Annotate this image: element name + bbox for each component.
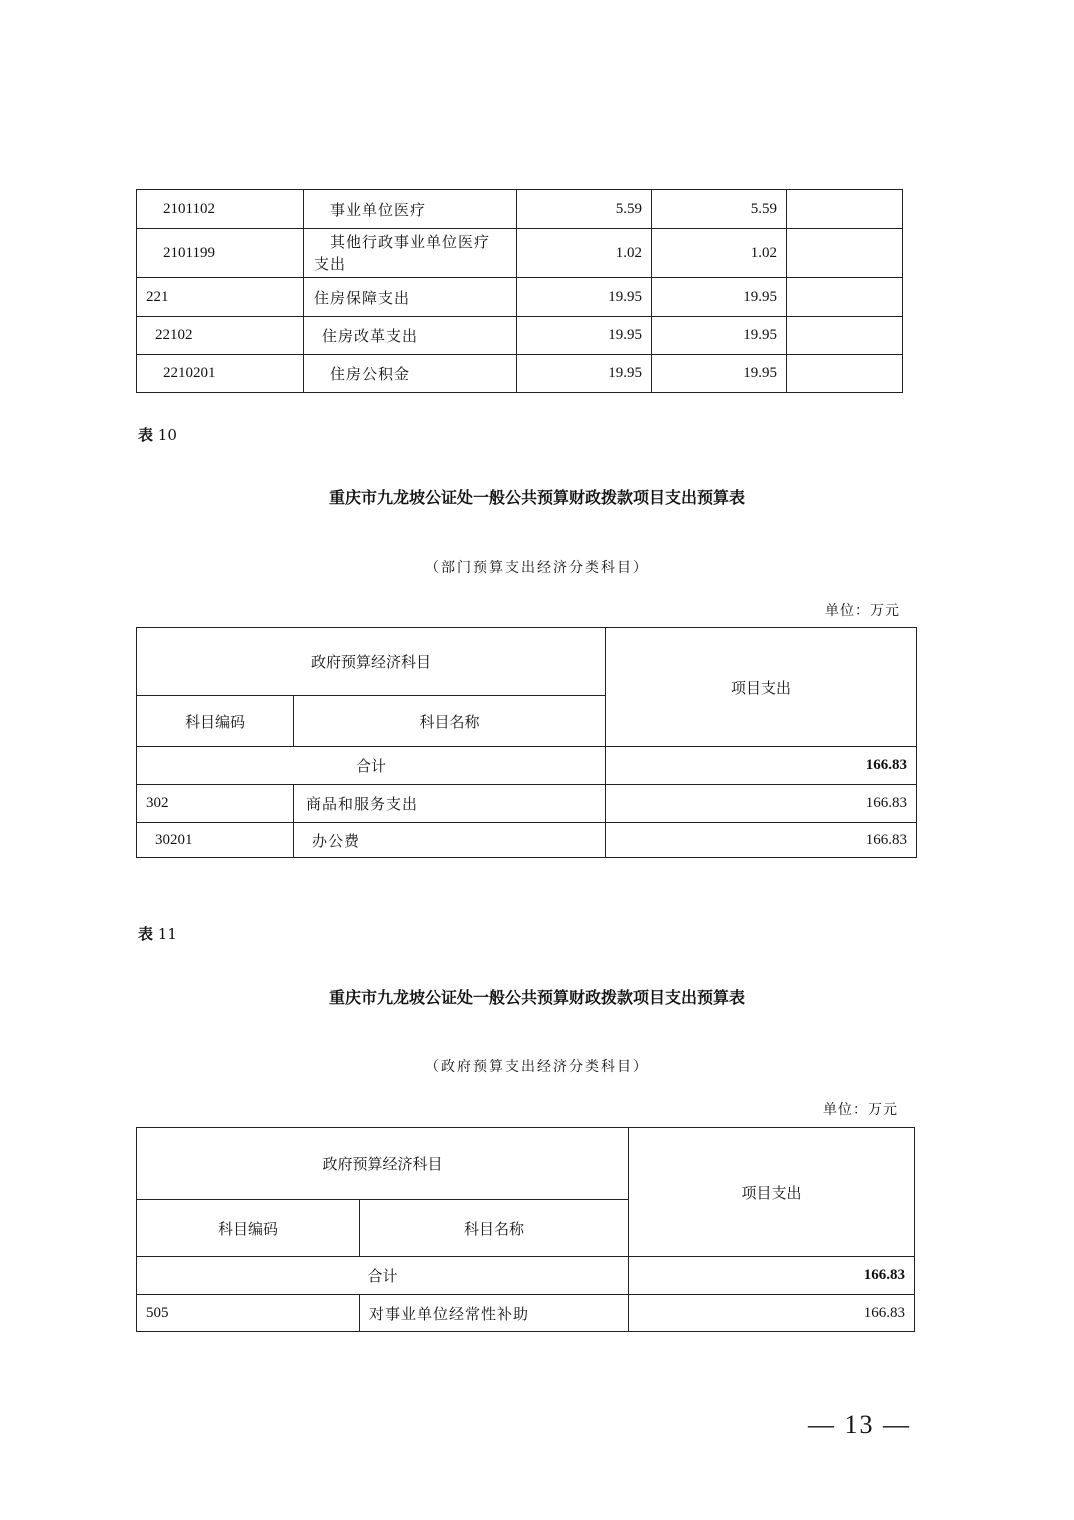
subject-name: 办公费 — [294, 823, 606, 858]
subject-name: 住房保障支出 — [304, 278, 517, 317]
header-code-cell: 科目编码 — [137, 696, 294, 747]
subject-code: 30201 — [137, 823, 294, 858]
total-value: 166.83 — [629, 1257, 915, 1295]
table-row — [137, 785, 917, 823]
total-label: 合计 — [137, 747, 606, 785]
empty-cell — [787, 190, 903, 229]
table-row — [137, 1295, 915, 1332]
total-row — [137, 1257, 915, 1295]
value-cell: 166.83 — [606, 785, 917, 823]
subject-name-line: 支出 — [314, 255, 347, 273]
table-row — [137, 823, 917, 858]
top-budget-table — [136, 189, 903, 393]
empty-cell — [787, 355, 903, 393]
header-name-cell: 科目名称 — [360, 1200, 629, 1257]
table-row — [137, 229, 903, 278]
header-row — [137, 1128, 915, 1200]
header-value-cell: 项目支出 — [629, 1128, 915, 1257]
table-subtitle: （部门预算支出经济分类科目） — [425, 560, 649, 576]
table-title: 重庆市九龙坡公证处一般公共预算财政拨款项目支出预算表 — [328, 988, 745, 1007]
subject-name-line: 其他行政事业单位医疗 — [330, 233, 491, 251]
value-cell: 19.95 — [517, 278, 652, 317]
page-number: — 13 — — [808, 1410, 911, 1439]
unit-label: 单位：万元 — [823, 1102, 898, 1118]
value-cell: 19.95 — [652, 317, 787, 355]
empty-cell — [787, 317, 903, 355]
total-row — [137, 747, 917, 785]
subject-name: 对事业单位经常性补助 — [360, 1295, 629, 1332]
value-cell: 166.83 — [606, 823, 917, 858]
subject-code: 2210201 — [137, 355, 304, 393]
table-label — [138, 424, 177, 445]
table-subtitle: （政府预算支出经济分类科目） — [425, 1059, 649, 1075]
subject-code: 2101199 — [137, 229, 304, 278]
table-label-number: 11 — [157, 925, 177, 943]
value-cell: 1.02 — [652, 229, 787, 278]
value-cell: 1.02 — [517, 229, 652, 278]
project-expenditure-table — [136, 627, 917, 858]
subject-code: 302 — [137, 785, 294, 823]
table-label-prefix: 表 — [138, 925, 154, 943]
subject-name: 住房公积金 — [304, 355, 517, 393]
subject-name: 事业单位医疗 — [304, 190, 517, 229]
value-cell: 19.95 — [517, 355, 652, 393]
table-row — [137, 317, 903, 355]
header-row — [137, 628, 917, 696]
subject-code: 22102 — [137, 317, 304, 355]
value-cell: 5.59 — [517, 190, 652, 229]
value-cell: 19.95 — [652, 355, 787, 393]
table-title: 重庆市九龙坡公证处一般公共预算财政拨款项目支出预算表 — [328, 488, 745, 507]
empty-cell — [787, 229, 903, 278]
project-expenditure-table — [136, 1127, 915, 1332]
subject-code: 221 — [137, 278, 304, 317]
empty-cell — [787, 278, 903, 317]
table-label — [138, 923, 177, 944]
value-cell: 19.95 — [517, 317, 652, 355]
value-cell: 5.59 — [652, 190, 787, 229]
subject-name: 商品和服务支出 — [294, 785, 606, 823]
value-cell: 19.95 — [652, 278, 787, 317]
header-group-cell: 政府预算经济科目 — [137, 628, 606, 696]
subject-name: 住房改革支出 — [304, 317, 517, 355]
table-label-prefix: 表 — [138, 426, 154, 444]
value-cell: 166.83 — [629, 1295, 915, 1332]
subject-name — [304, 229, 517, 278]
subject-code: 505 — [137, 1295, 360, 1332]
header-name-cell: 科目名称 — [294, 696, 606, 747]
subject-code: 2101102 — [137, 190, 304, 229]
header-code-cell: 科目编码 — [137, 1200, 360, 1257]
total-value: 166.83 — [606, 747, 917, 785]
table-row — [137, 190, 903, 229]
total-label: 合计 — [137, 1257, 629, 1295]
unit-label: 单位：万元 — [825, 603, 900, 619]
header-group-cell: 政府预算经济科目 — [137, 1128, 629, 1200]
table-row — [137, 278, 903, 317]
header-value-cell: 项目支出 — [606, 628, 917, 747]
table-label-number: 10 — [157, 426, 177, 444]
table-row — [137, 355, 903, 393]
